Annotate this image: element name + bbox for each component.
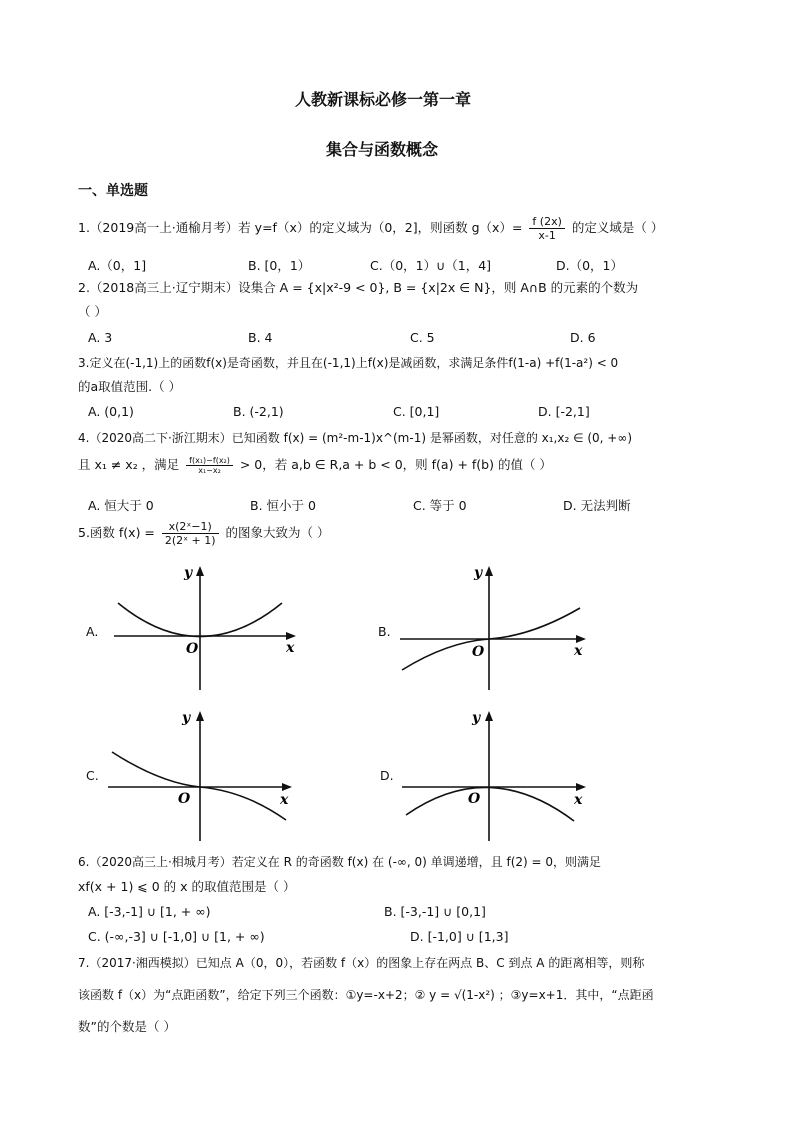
q1-option-b[interactable]: B. [0，1） — [248, 258, 311, 273]
question-4-cont — [78, 456, 552, 475]
question-4-cont-text: 且 x₁ ≠ x₂ ，满足 — [78, 457, 180, 472]
question-3-cont: 的a取值范围.（ ） — [78, 379, 182, 394]
q5-option-b-label[interactable]: B. — [378, 624, 391, 639]
curve — [112, 752, 286, 820]
q3-option-d[interactable]: D. [-2,1] — [538, 404, 590, 419]
origin-label: O — [468, 791, 481, 807]
origin-label: O — [186, 641, 199, 657]
document-subtitle: 集合与函数概念 — [326, 140, 439, 159]
x-axis-label: x — [574, 643, 583, 659]
q6-option-d[interactable]: D. [-1,0] ∪ [1,3] — [410, 929, 509, 944]
question-4: 4.（2020高二下·浙江期末）已知函数 f(x) = (m²-m-1)x^(m-1) 是幂函数，对任意的 x₁,x₂ ∈ (0, +∞) — [78, 431, 633, 445]
question-2: 2.（2018高三上·辽宁期末）设集合 A = {x|x²-9 < 0}, B = {x|2x ∈ N}，则 A∩B 的元素的个数为 — [78, 280, 639, 295]
document-title: 人教新课标必修一第一章 — [295, 90, 472, 109]
question-4-cont-end: > 0，若 a,b ∈ R,a + b < 0，则 f(a) + f(b) 的值（ ） — [239, 457, 552, 472]
q1-option-c[interactable]: C.（0，1）∪（1，4] — [370, 258, 492, 273]
x-axis-label: x — [280, 792, 289, 808]
question-7-end: 数”的个数是（ ） — [78, 1019, 176, 1034]
fraction-numerator: x(2ˣ−1) — [162, 520, 219, 534]
y-axis-arrow — [485, 566, 493, 576]
question-7-cont: 该函数 f（x）为“点距函数”，给定下列三个函数：①y=-x+2；② y = √(1-x²) ；③y=x+1．其中，“点距函 — [78, 988, 654, 1002]
question-5-fraction — [162, 520, 219, 547]
q2-option-d[interactable]: D. 6 — [570, 330, 596, 345]
q6-option-b[interactable]: B. [-3,-1] ∪ [0,1] — [384, 904, 486, 919]
x-axis-arrow — [576, 635, 586, 643]
q1-option-a[interactable]: A.（0，1] — [88, 258, 147, 273]
q5-option-a-label[interactable]: A. — [86, 624, 99, 639]
q3-option-a[interactable]: A. (0,1) — [88, 404, 134, 419]
question-1 — [78, 215, 663, 242]
question-5-text-end: 的图象大致为（ ） — [225, 525, 330, 540]
question-3: 3.定义在(-1,1)上的函数f(x)是奇函数，并且在(-1,1)上f(x)是减函数，求满足条件f(1-a) +f(1-a²) < 0 — [78, 356, 619, 370]
y-axis-arrow — [196, 566, 204, 576]
q3-option-c[interactable]: C. [0,1] — [393, 404, 440, 419]
x-axis-arrow — [282, 783, 292, 791]
fraction-denominator: 2(2ˣ + 1) — [164, 534, 216, 547]
q6-option-c[interactable]: C. (-∞,-3] ∪ [-1,0] ∪ [1, + ∞) — [88, 929, 265, 944]
question-4-fraction — [186, 456, 233, 475]
fraction-numerator: f(x₁)−f(x₂) — [186, 456, 233, 466]
q4-option-c[interactable]: C. 等于 0 — [413, 498, 467, 513]
y-axis-label: y — [474, 565, 483, 581]
x-axis-label: x — [286, 640, 295, 656]
fraction-denominator: x-1 — [538, 229, 556, 242]
x-axis-label: x — [574, 792, 583, 808]
x-axis-arrow — [576, 783, 586, 791]
section-heading: 一、单选题 — [78, 183, 148, 199]
origin-label: O — [472, 644, 485, 660]
y-axis-label: y — [184, 565, 193, 581]
question-2-cont: （ ） — [78, 304, 107, 319]
q4-option-d[interactable]: D. 无法判断 — [563, 498, 631, 513]
origin-label: O — [178, 791, 191, 807]
question-1-fraction — [529, 215, 564, 242]
q4-option-b[interactable]: B. 恒小于 0 — [250, 498, 316, 513]
graph-a[interactable] — [100, 560, 310, 695]
q5-option-d-label[interactable]: D. — [380, 768, 394, 783]
y-axis-arrow — [196, 711, 204, 721]
question-5 — [78, 520, 330, 547]
q1-option-d[interactable]: D.（0，1） — [556, 258, 624, 273]
q6-option-a[interactable]: A. [-3,-1] ∪ [1, + ∞) — [88, 904, 211, 919]
fraction-denominator: x₁−x₂ — [198, 466, 221, 475]
y-axis-arrow — [485, 711, 493, 721]
question-1-text: 1.（2019高一上·通榆月考）若 y=f（x）的定义域为（0，2]，则函数 g（x）= — [78, 220, 523, 235]
graph-d[interactable] — [392, 705, 602, 845]
q3-option-b[interactable]: B. (-2,1) — [233, 404, 284, 419]
curve — [406, 787, 574, 821]
question-6: 6.（2020高三上·相城月考）若定义在 R 的奇函数 f(x) 在 (-∞, 0) 单调递增，且 f(2) = 0，则满足 — [78, 855, 602, 869]
question-6-cont: xf(x + 1) ⩽ 0 的 x 的取值范围是（ ） — [78, 879, 296, 894]
q2-option-b[interactable]: B. 4 — [248, 330, 273, 345]
y-axis-label: y — [472, 710, 481, 726]
fraction-numerator: f (2x) — [529, 215, 564, 229]
graph-c[interactable] — [100, 705, 310, 845]
question-7: 7.（2017·湘西模拟）已知点 A（0，0），若函数 f（x）的图象上存在两点 B、C 到点 A 的距离相等，则称 — [78, 956, 645, 970]
q4-option-a[interactable]: A. 恒大于 0 — [88, 498, 154, 513]
question-1-text-end: 的定义域是（ ） — [571, 220, 664, 235]
y-axis-label: y — [182, 710, 191, 726]
q5-option-c-label[interactable]: C. — [86, 768, 99, 783]
q2-option-c[interactable]: C. 5 — [410, 330, 435, 345]
q2-option-a[interactable]: A. 3 — [88, 330, 113, 345]
question-5-text: 5.函数 f(x) = — [78, 525, 155, 540]
graph-b[interactable] — [392, 560, 602, 695]
x-axis-arrow — [286, 632, 296, 640]
